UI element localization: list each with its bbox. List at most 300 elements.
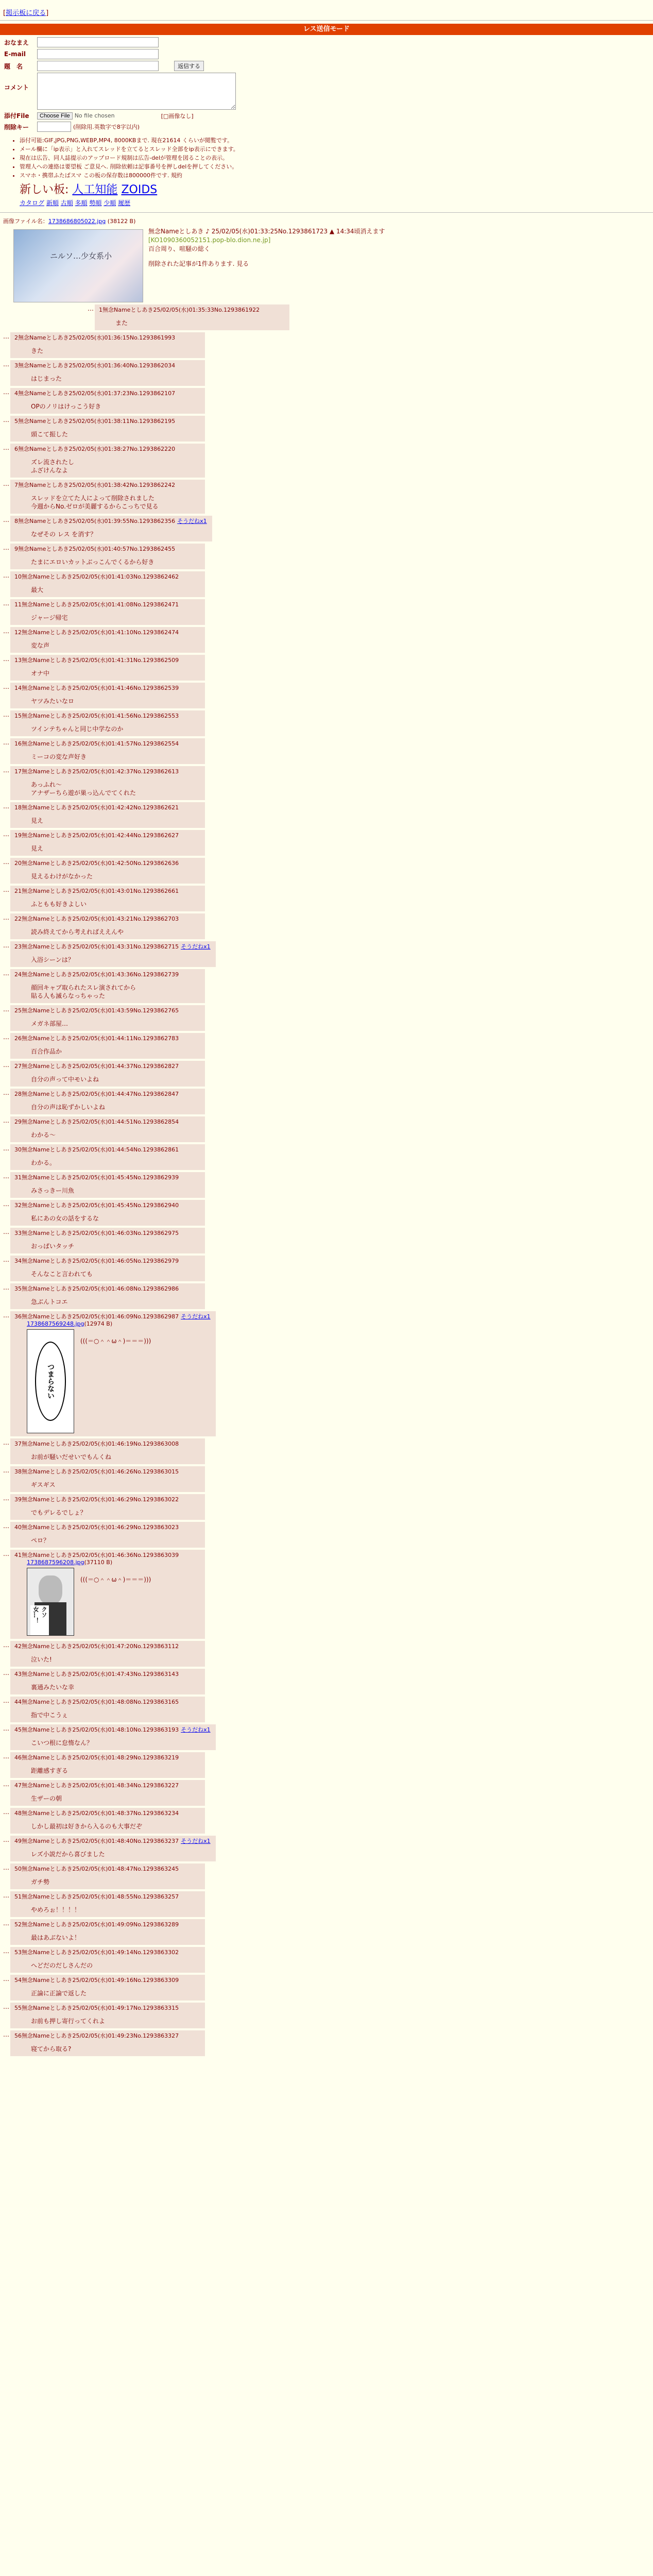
reply-indent-marker: … <box>3 388 9 396</box>
reply-indent-marker: … <box>3 1947 9 1955</box>
reply-indent-marker: … <box>3 1089 9 1096</box>
reply-thumbnail[interactable] <box>27 1568 74 1636</box>
reply-indent-marker: … <box>3 2003 9 2010</box>
reply-body-line: アナザーちら遊が巣っ込んでてくれた <box>31 789 136 796</box>
email-label: E-mail <box>4 50 26 58</box>
reply-indent-marker: … <box>3 1725 9 1732</box>
reply-number[interactable]: 24 <box>14 971 22 978</box>
reply-meta[interactable]: 無念Nameとしあき25/02/05(水)01:48:47No.1293863245 <box>22 1866 179 1872</box>
reply-number[interactable]: 18 <box>14 804 22 811</box>
reply-body <box>14 581 200 594</box>
reply-box <box>10 1697 205 1722</box>
reply-attachment-size: (12974 B) <box>84 1320 113 1327</box>
reply-image-row <box>14 1566 200 1636</box>
reply-number[interactable]: 16 <box>14 740 22 747</box>
reply-meta[interactable]: 無念Nameとしあき25/02/05(水)01:42:44No.1293862627 <box>22 832 179 839</box>
reply-meta[interactable]: 無念Nameとしあき25/02/05(水)01:43:21No.1293862703 <box>22 916 179 922</box>
reply-number[interactable]: 5 <box>14 418 18 425</box>
reply-meta[interactable]: 無念Nameとしあき25/02/05(水)01:39:55No.1293862356 <box>18 518 176 524</box>
reply-number[interactable]: 41 <box>14 1552 22 1558</box>
reply-meta[interactable]: 無念Nameとしあき25/02/05(水)01:49:16No.1293863309 <box>22 1977 179 1984</box>
reply-body <box>14 608 200 622</box>
reply-meta[interactable]: 無念Nameとしあき25/02/05(水)01:41:57No.1293862554 <box>22 740 179 747</box>
reply-body <box>14 1678 200 1691</box>
original-post <box>0 214 653 302</box>
op-file-label: 画像ファイル名： <box>3 218 48 225</box>
reply-body <box>14 811 200 825</box>
reply-number[interactable]: 26 <box>14 1035 22 1042</box>
reply-number[interactable]: 9 <box>14 546 18 552</box>
reply-number[interactable]: 19 <box>14 832 22 839</box>
reply-body-line: 見え <box>31 817 44 824</box>
reply-indent-marker: … <box>3 711 9 718</box>
reply-meta[interactable]: 無念Nameとしあき25/02/05(水)01:49:09No.1293863289 <box>22 1921 179 1928</box>
reply-number[interactable]: 6 <box>14 446 18 452</box>
reply-number[interactable]: 23 <box>14 943 22 950</box>
reply-header <box>14 1257 200 1265</box>
reply-number[interactable]: 36 <box>14 1313 22 1320</box>
reply-box <box>10 858 205 884</box>
reply-row <box>3 683 653 710</box>
reply-header <box>14 1006 200 1014</box>
reply-meta[interactable]: 無念Nameとしあき25/02/05(水)01:41:08No.1293862471 <box>22 601 179 608</box>
reply-meta[interactable]: 無念Nameとしあき25/02/05(水)01:43:36No.1293862739 <box>22 971 179 978</box>
reply-number[interactable]: 43 <box>14 1671 22 1677</box>
reply-row <box>3 480 653 516</box>
reply-meta[interactable]: 無念Nameとしあき25/02/05(水)01:46:08No.1293862986 <box>22 1285 179 1292</box>
reply-box <box>10 1228 205 1253</box>
email-input[interactable] <box>37 49 159 59</box>
reply-box <box>10 1947 205 1973</box>
reply-row <box>3 1116 653 1144</box>
reply-number[interactable]: 1 <box>99 307 102 313</box>
reply-indent-marker: … <box>3 886 9 893</box>
reply-box <box>10 1550 205 1639</box>
reply-body-line: 私にあの女の話をするな <box>31 1215 99 1222</box>
sort-new-link[interactable]: 新順 <box>46 199 59 207</box>
reply-number[interactable]: 11 <box>14 601 22 608</box>
reply-indent-marker: … <box>3 831 9 838</box>
sort-few-link[interactable]: 少順 <box>104 199 116 207</box>
reply-header <box>14 361 200 369</box>
reply-number[interactable]: 33 <box>14 1230 22 1236</box>
reply-body <box>14 1154 200 1167</box>
reply-body-line: レズ小説だから喜びました <box>31 1851 105 1858</box>
reply-meta[interactable]: 無念Nameとしあき25/02/05(水)01:40:57No.1293862455 <box>18 546 176 552</box>
name-input[interactable] <box>37 37 159 47</box>
reply-number[interactable]: 14 <box>14 685 22 691</box>
reply-row <box>3 1033 653 1061</box>
reply-meta[interactable]: 無念Nameとしあき25/02/05(水)01:41:31No.1293862509 <box>22 657 179 664</box>
reply-number[interactable]: 51 <box>14 1893 22 1900</box>
reply-header <box>14 1865 200 1873</box>
reply-meta[interactable]: 無念Nameとしあき25/02/05(水)01:42:50No.1293862636 <box>22 860 179 867</box>
reply-number[interactable]: 55 <box>14 2005 22 2011</box>
reply-body <box>14 1237 200 1250</box>
reply-meta[interactable]: 無念Nameとしあき25/02/05(水)01:46:19No.1293863008 <box>22 1440 179 1447</box>
reply-meta[interactable]: 無念Nameとしあき25/02/05(水)01:48:10No.1293863193 <box>22 1726 179 1733</box>
reply-body-line: 泣いた! <box>31 1656 52 1663</box>
reply-number[interactable]: 30 <box>14 1146 22 1153</box>
reply-box <box>10 1494 205 1520</box>
reply-header <box>14 767 200 775</box>
reply-number[interactable]: 3 <box>14 362 18 369</box>
choose-file-button[interactable]: Choose File <box>37 112 73 120</box>
reply-attachment-link[interactable]: 1738687596208.jpg <box>27 1559 84 1566</box>
reply-header <box>14 1523 200 1531</box>
reply-meta[interactable]: 無念Nameとしあき25/02/05(水)01:42:37No.1293862613 <box>22 768 179 775</box>
reply-body-line: みさっきー川魚 <box>31 1187 75 1194</box>
submit-reply-button[interactable]: 返信する <box>174 61 204 71</box>
op-body-line: [KO1090360052151.pop-blo.dion.ne.jp] <box>148 236 271 244</box>
reply-box <box>10 1752 205 1778</box>
rule-item: • 現在は広告、同人誌提示のアップロード規制は広告-delが管理を図ることの表示。 <box>20 154 653 162</box>
reply-number[interactable]: 56 <box>14 2032 22 2039</box>
reply-indent-marker: … <box>3 655 9 663</box>
reply-box <box>10 1144 205 1170</box>
reply-meta[interactable]: 無念Nameとしあき25/02/05(水)01:43:01No.1293862661 <box>22 888 179 894</box>
reply-body <box>14 1789 200 1803</box>
reply-header <box>14 333 200 342</box>
reply-meta[interactable]: 無念Nameとしあき25/02/05(水)01:44:37No.1293862827 <box>22 1063 179 1070</box>
delete-key-input[interactable] <box>37 122 71 132</box>
reply-row <box>3 1466 653 1494</box>
reply-body-line: あっふれ〜 <box>31 781 62 788</box>
reply-number[interactable]: 21 <box>14 888 22 894</box>
history-link[interactable]: 履歴 <box>118 199 131 207</box>
reply-number[interactable]: 27 <box>14 1063 22 1070</box>
reply-meta[interactable]: 無念Nameとしあき25/02/05(水)01:41:10No.1293862474 <box>22 629 179 636</box>
reply-box <box>10 444 205 478</box>
reply-number[interactable]: 28 <box>14 1091 22 1097</box>
reply-number[interactable]: 42 <box>14 1643 22 1650</box>
sort-hot-link[interactable]: 勢順 <box>89 199 102 207</box>
reply-row <box>3 969 653 1005</box>
sort-many-link[interactable]: 多順 <box>75 199 88 207</box>
reply-body <box>14 1265 200 1278</box>
reply-image-row <box>14 1327 211 1433</box>
comment-textarea[interactable] <box>37 73 236 110</box>
reply-header <box>14 389 200 397</box>
new-board-link-ai[interactable]: 人工知能 <box>72 183 118 196</box>
reply-row <box>3 802 653 830</box>
reply-indent-marker: … <box>3 1495 9 1502</box>
reply-number[interactable]: 52 <box>14 1921 22 1928</box>
reply-number[interactable]: 32 <box>14 1202 22 1209</box>
reply-meta[interactable]: 無念Nameとしあき25/02/05(水)01:48:08No.1293863165 <box>22 1699 179 1705</box>
reply-meta[interactable]: 無念Nameとしあき25/02/05(水)01:46:26No.1293863015 <box>22 1468 179 1475</box>
reply-row <box>3 1891 653 1919</box>
reply-meta[interactable]: 無念Nameとしあき25/02/05(水)01:44:47No.1293862847 <box>22 1091 179 1097</box>
reply-number[interactable]: 15 <box>14 713 22 719</box>
reply-number[interactable]: 10 <box>14 573 22 580</box>
reply-box <box>10 1256 205 1281</box>
reply-meta[interactable]: 無念Nameとしあき25/02/05(水)01:44:51No.1293862854 <box>22 1118 179 1125</box>
reply-box <box>10 1522 205 1548</box>
sodane-button[interactable]: そうだねx1 <box>181 943 211 950</box>
sodane-button[interactable]: そうだねx1 <box>181 1838 211 1844</box>
reply-meta[interactable]: 無念Nameとしあき25/02/05(水)01:36:40No.1293862034 <box>18 362 176 369</box>
reply-body-line: お前も押し寄行ってくれよ <box>31 2018 106 2025</box>
reply-body <box>14 1098 200 1111</box>
reply-number[interactable]: 31 <box>14 1174 22 1181</box>
reply-meta[interactable]: 無念Nameとしあき25/02/05(水)01:38:42No.1293862242 <box>18 482 176 488</box>
reply-meta[interactable]: 無念Nameとしあき25/02/05(水)01:49:14No.1293863302 <box>22 1949 179 1956</box>
reply-indent-marker: … <box>3 1033 9 1041</box>
reply-header <box>14 481 200 489</box>
reply-body-line: 最大 <box>31 586 44 594</box>
reply-box <box>10 1863 205 1889</box>
op-body-line: 削除された記事が1件あります. 見る <box>148 260 249 267</box>
reply-number[interactable]: 13 <box>14 657 22 664</box>
reply-indent-marker: … <box>3 2031 9 2038</box>
reply-indent-marker: … <box>3 1522 9 1530</box>
reply-number[interactable]: 37 <box>14 1440 22 1447</box>
reply-body-line: たまにエロいカットぶっこんでくるから好き <box>31 558 154 566</box>
new-board-link-zoids[interactable]: ZOIDS <box>121 183 158 196</box>
reply-body <box>14 425 200 438</box>
reply-indent-marker: … <box>88 305 94 312</box>
reply-meta[interactable]: 無念Nameとしあき25/02/05(水)01:49:23No.1293863327 <box>22 2032 179 2039</box>
reply-number[interactable]: 53 <box>14 1949 22 1956</box>
reply-header <box>14 831 200 839</box>
reply-body <box>14 1503 200 1517</box>
reply-body-line: ペロ？ <box>31 1537 50 1544</box>
reply-body <box>14 2040 200 2053</box>
reply-number[interactable]: 7 <box>14 482 18 488</box>
reply-box <box>10 332 205 358</box>
reply-indent-marker: … <box>3 333 9 340</box>
reply-indent-marker: … <box>3 1753 9 1760</box>
reply-body <box>14 692 200 705</box>
reply-meta[interactable]: 無念Nameとしあき25/02/05(水)01:48:34No.1293863227 <box>22 1782 179 1789</box>
reply-meta[interactable]: 無念Nameとしあき25/02/05(水)01:42:42No.1293862621 <box>22 804 179 811</box>
speech-bubble: つまらない <box>35 1342 66 1421</box>
reply-row <box>3 913 653 941</box>
reply-indent-marker: … <box>3 1173 9 1180</box>
reply-header <box>14 1642 200 1650</box>
reply-number[interactable]: 38 <box>14 1468 22 1475</box>
reply-header <box>14 1229 200 1237</box>
reply-indent-marker: … <box>3 1312 9 1319</box>
reply-indent-marker: … <box>3 416 9 423</box>
reply-header <box>14 1698 200 1706</box>
reply-meta[interactable]: 無念Nameとしあき25/02/05(水)01:37:23No.1293862107 <box>18 390 176 397</box>
reply-number[interactable]: 12 <box>14 629 22 636</box>
reply-number[interactable]: 8 <box>14 518 18 524</box>
reply-body-line: 顔回キャプ取られたスレ演されてから <box>31 984 136 991</box>
op-thumbnail[interactable] <box>13 229 143 302</box>
reply-box <box>10 1466 205 1492</box>
reply-row <box>3 627 653 655</box>
reply-number[interactable]: 45 <box>14 1726 22 1733</box>
reply-indent-marker: … <box>3 572 9 579</box>
reply-header <box>14 1551 200 1559</box>
reply-body <box>14 1293 200 1306</box>
reply-row <box>3 1947 653 1975</box>
op-file-link[interactable]: 1738686805022.jpg <box>48 218 106 225</box>
reply-row <box>3 1724 653 1752</box>
reply-header <box>14 1781 200 1789</box>
reply-box <box>10 969 205 1003</box>
reply-header <box>14 1837 211 1845</box>
reply-number[interactable]: 48 <box>14 1810 22 1817</box>
reply-number[interactable]: 49 <box>14 1838 22 1844</box>
reply-number[interactable]: 2 <box>14 334 18 341</box>
new-board-prefix: 新しい板: <box>20 183 69 196</box>
reply-meta[interactable]: 無念Nameとしあき25/02/05(水)01:48:29No.1293863219 <box>22 1754 179 1761</box>
reply-header <box>14 1670 200 1678</box>
reply-number[interactable]: 4 <box>14 390 18 397</box>
reply-meta[interactable]: 無念Nameとしあき25/02/05(水)01:38:27No.1293862220 <box>18 446 176 452</box>
illustration-face <box>39 1575 62 1604</box>
reply-meta[interactable]: 無念Nameとしあき25/02/05(水)01:36:15No.1293861993 <box>18 334 176 341</box>
reply-header <box>14 711 200 720</box>
reply-number[interactable]: 34 <box>14 1258 22 1264</box>
reply-header <box>14 739 200 748</box>
reply-meta[interactable]: 無念Nameとしあき25/02/05(水)01:38:11No.1293862195 <box>18 418 176 425</box>
reply-meta[interactable]: 無念Nameとしあき25/02/05(水)01:45:45No.1293862939 <box>22 1174 179 1181</box>
reply-box <box>10 941 216 967</box>
name-label: おなまえ <box>4 39 29 46</box>
reply-body <box>14 553 200 566</box>
reply-body-line: ミーコの変な声好き <box>31 753 87 760</box>
reply-row <box>3 1089 653 1116</box>
reply-meta[interactable]: 無念Nameとしあき25/02/05(水)01:46:03No.1293862975 <box>22 1230 179 1236</box>
reply-meta[interactable]: 無念Nameとしあき25/02/05(水)01:45:45No.1293862940 <box>22 1202 179 1209</box>
reply-meta[interactable]: 無念Nameとしあき25/02/05(水)01:48:55No.1293863257 <box>22 1893 179 1900</box>
reply-header <box>14 1173 200 1181</box>
reply-meta[interactable]: 無念Nameとしあき25/02/05(水)01:46:29No.1293863023 <box>22 1524 179 1531</box>
reply-number[interactable]: 25 <box>14 1007 22 1014</box>
reply-indent-marker: … <box>3 1006 9 1013</box>
reply-meta[interactable]: 無念Nameとしあき25/02/05(水)01:44:54No.1293862861 <box>22 1146 179 1153</box>
reply-indent-marker: … <box>3 1864 9 1871</box>
reply-body-line: 百合作品か <box>31 1048 62 1055</box>
reply-attachment-size: (37110 B) <box>84 1559 113 1566</box>
reply-indent-marker: … <box>3 628 9 635</box>
reply-number[interactable]: 29 <box>14 1118 22 1125</box>
no-image-checkbox-label[interactable]: [□画像なし] <box>161 112 194 120</box>
reply-meta[interactable]: 無念Nameとしあき25/02/05(水)01:48:37No.1293863234 <box>22 1810 179 1817</box>
back-to-board-link[interactable]: 掲示板に戻る <box>6 9 46 17</box>
reply-indent-marker: … <box>3 1808 9 1816</box>
sort-old-link[interactable]: 古順 <box>60 199 73 207</box>
reply-indent-marker: … <box>3 1145 9 1152</box>
reply-box <box>10 655 205 681</box>
reply-meta[interactable]: 無念Nameとしあき25/02/05(水)01:46:09No.1293862987 <box>22 1313 179 1320</box>
rule-item: • スマホ・携帯ふたばスマ この板の保存数は800000件です. 規約 <box>20 171 653 180</box>
image-caption-text: クソ女…！ <box>30 1605 49 1635</box>
sodane-button[interactable]: そうだねx1 <box>181 1726 211 1733</box>
reply-body <box>14 1928 200 1942</box>
reply-attachment-line <box>27 1320 211 1327</box>
reply-header <box>14 1284 200 1293</box>
sodane-button[interactable]: そうだねx1 <box>177 518 207 524</box>
reply-meta[interactable]: 無念Nameとしあき25/02/05(水)01:41:56No.1293862553 <box>22 713 179 719</box>
reply-row <box>3 1200 653 1228</box>
reply-meta[interactable]: 無念Nameとしあき25/02/05(水)01:41:46No.1293862539 <box>22 685 179 691</box>
reply-number[interactable]: 20 <box>14 860 22 867</box>
board-links <box>0 198 653 207</box>
sodane-button[interactable]: そうだねx1 <box>181 1313 211 1320</box>
reply-meta[interactable]: 無念Nameとしあき25/02/05(水)01:35:33No.1293861922 <box>102 307 260 313</box>
reply-meta[interactable]: 無念Nameとしあき25/02/05(水)01:47:43No.1293863143 <box>22 1671 179 1677</box>
reply-body-line: ヤツみたいなロ <box>31 698 75 705</box>
board-rules <box>0 136 653 180</box>
reply-meta[interactable]: 無念Nameとしあき25/02/05(水)01:43:31No.1293862715 <box>22 943 179 950</box>
reply-number[interactable]: 22 <box>14 916 22 922</box>
reply-header <box>14 572 200 581</box>
reply-number[interactable]: 47 <box>14 1782 22 1789</box>
reply-number[interactable]: 35 <box>14 1285 22 1292</box>
op-text <box>148 227 385 302</box>
reply-indent-marker: … <box>3 683 9 690</box>
reply-header <box>14 1439 200 1448</box>
reply-number[interactable]: 50 <box>14 1866 22 1872</box>
reply-row <box>3 1975 653 2003</box>
reply-indent-marker: … <box>3 803 9 810</box>
reply-row <box>3 655 653 683</box>
reply-row <box>3 766 653 802</box>
reply-attachment-link[interactable]: 1738687569248.jpg <box>27 1320 84 1327</box>
reply-indent-marker: … <box>3 1641 9 1649</box>
reply-number[interactable]: 46 <box>14 1754 22 1761</box>
reply-thumbnail[interactable] <box>27 1329 74 1433</box>
reply-body-line: OPのノリはけっこう好き <box>31 403 101 410</box>
reply-row <box>3 1283 653 1311</box>
reply-meta[interactable]: 無念Nameとしあき25/02/05(水)01:46:05No.1293862979 <box>22 1258 179 1264</box>
reply-meta[interactable]: 無念Nameとしあき25/02/05(水)01:43:59No.1293862765 <box>22 1007 179 1014</box>
reply-row <box>3 1228 653 1256</box>
reply-box <box>10 1438 205 1464</box>
reply-box <box>10 830 205 856</box>
reply-box <box>10 1005 205 1031</box>
reply-body-line: ふざけんなよ <box>31 467 68 474</box>
reply-meta[interactable]: 無念Nameとしあき25/02/05(水)01:47:20No.1293863112 <box>22 1643 179 1650</box>
reply-meta[interactable]: 無念Nameとしあき25/02/05(水)01:44:11No.1293862783 <box>22 1035 179 1042</box>
reply-box <box>10 1089 205 1114</box>
title-input[interactable] <box>37 61 159 71</box>
reply-number[interactable]: 44 <box>14 1699 22 1705</box>
reply-body <box>14 453 200 474</box>
reply-body-line: メガネ部屋… <box>31 1020 68 1027</box>
reply-header <box>14 1976 200 1984</box>
reply-box <box>10 1891 205 1917</box>
reply-indent-marker: … <box>3 1439 9 1446</box>
reply-number[interactable]: 17 <box>14 768 22 775</box>
reply-meta[interactable]: 無念Nameとしあき25/02/05(水)01:41:03No.1293862462 <box>22 573 179 580</box>
reply-header <box>14 942 211 951</box>
reply-header <box>14 1467 200 1476</box>
delete-key-hint: (削除用.英数字で8字以内) <box>73 124 140 130</box>
reply-header <box>14 1920 200 1928</box>
reply-meta[interactable]: 無念Nameとしあき25/02/05(水)01:46:36No.1293863039 <box>22 1552 179 1558</box>
reply-box <box>10 1975 205 2001</box>
file-status: No file chosen <box>74 112 115 119</box>
reply-number[interactable]: 39 <box>14 1496 22 1503</box>
reply-box <box>10 683 205 708</box>
catalog-link[interactable]: カタログ <box>20 199 45 207</box>
reply-body <box>14 978 200 1000</box>
reply-row <box>3 1919 653 1947</box>
reply-row <box>3 830 653 858</box>
reply-meta[interactable]: 無念Nameとしあき25/02/05(水)01:49:17No.1293863315 <box>22 2005 179 2011</box>
reply-meta[interactable]: 無念Nameとしあき25/02/05(水)01:46:29No.1293863022 <box>22 1496 179 1503</box>
reply-meta[interactable]: 無念Nameとしあき25/02/05(水)01:48:40No.1293863237 <box>22 1838 179 1844</box>
reply-number[interactable]: 40 <box>14 1524 22 1531</box>
reply-number[interactable]: 54 <box>14 1977 22 1984</box>
